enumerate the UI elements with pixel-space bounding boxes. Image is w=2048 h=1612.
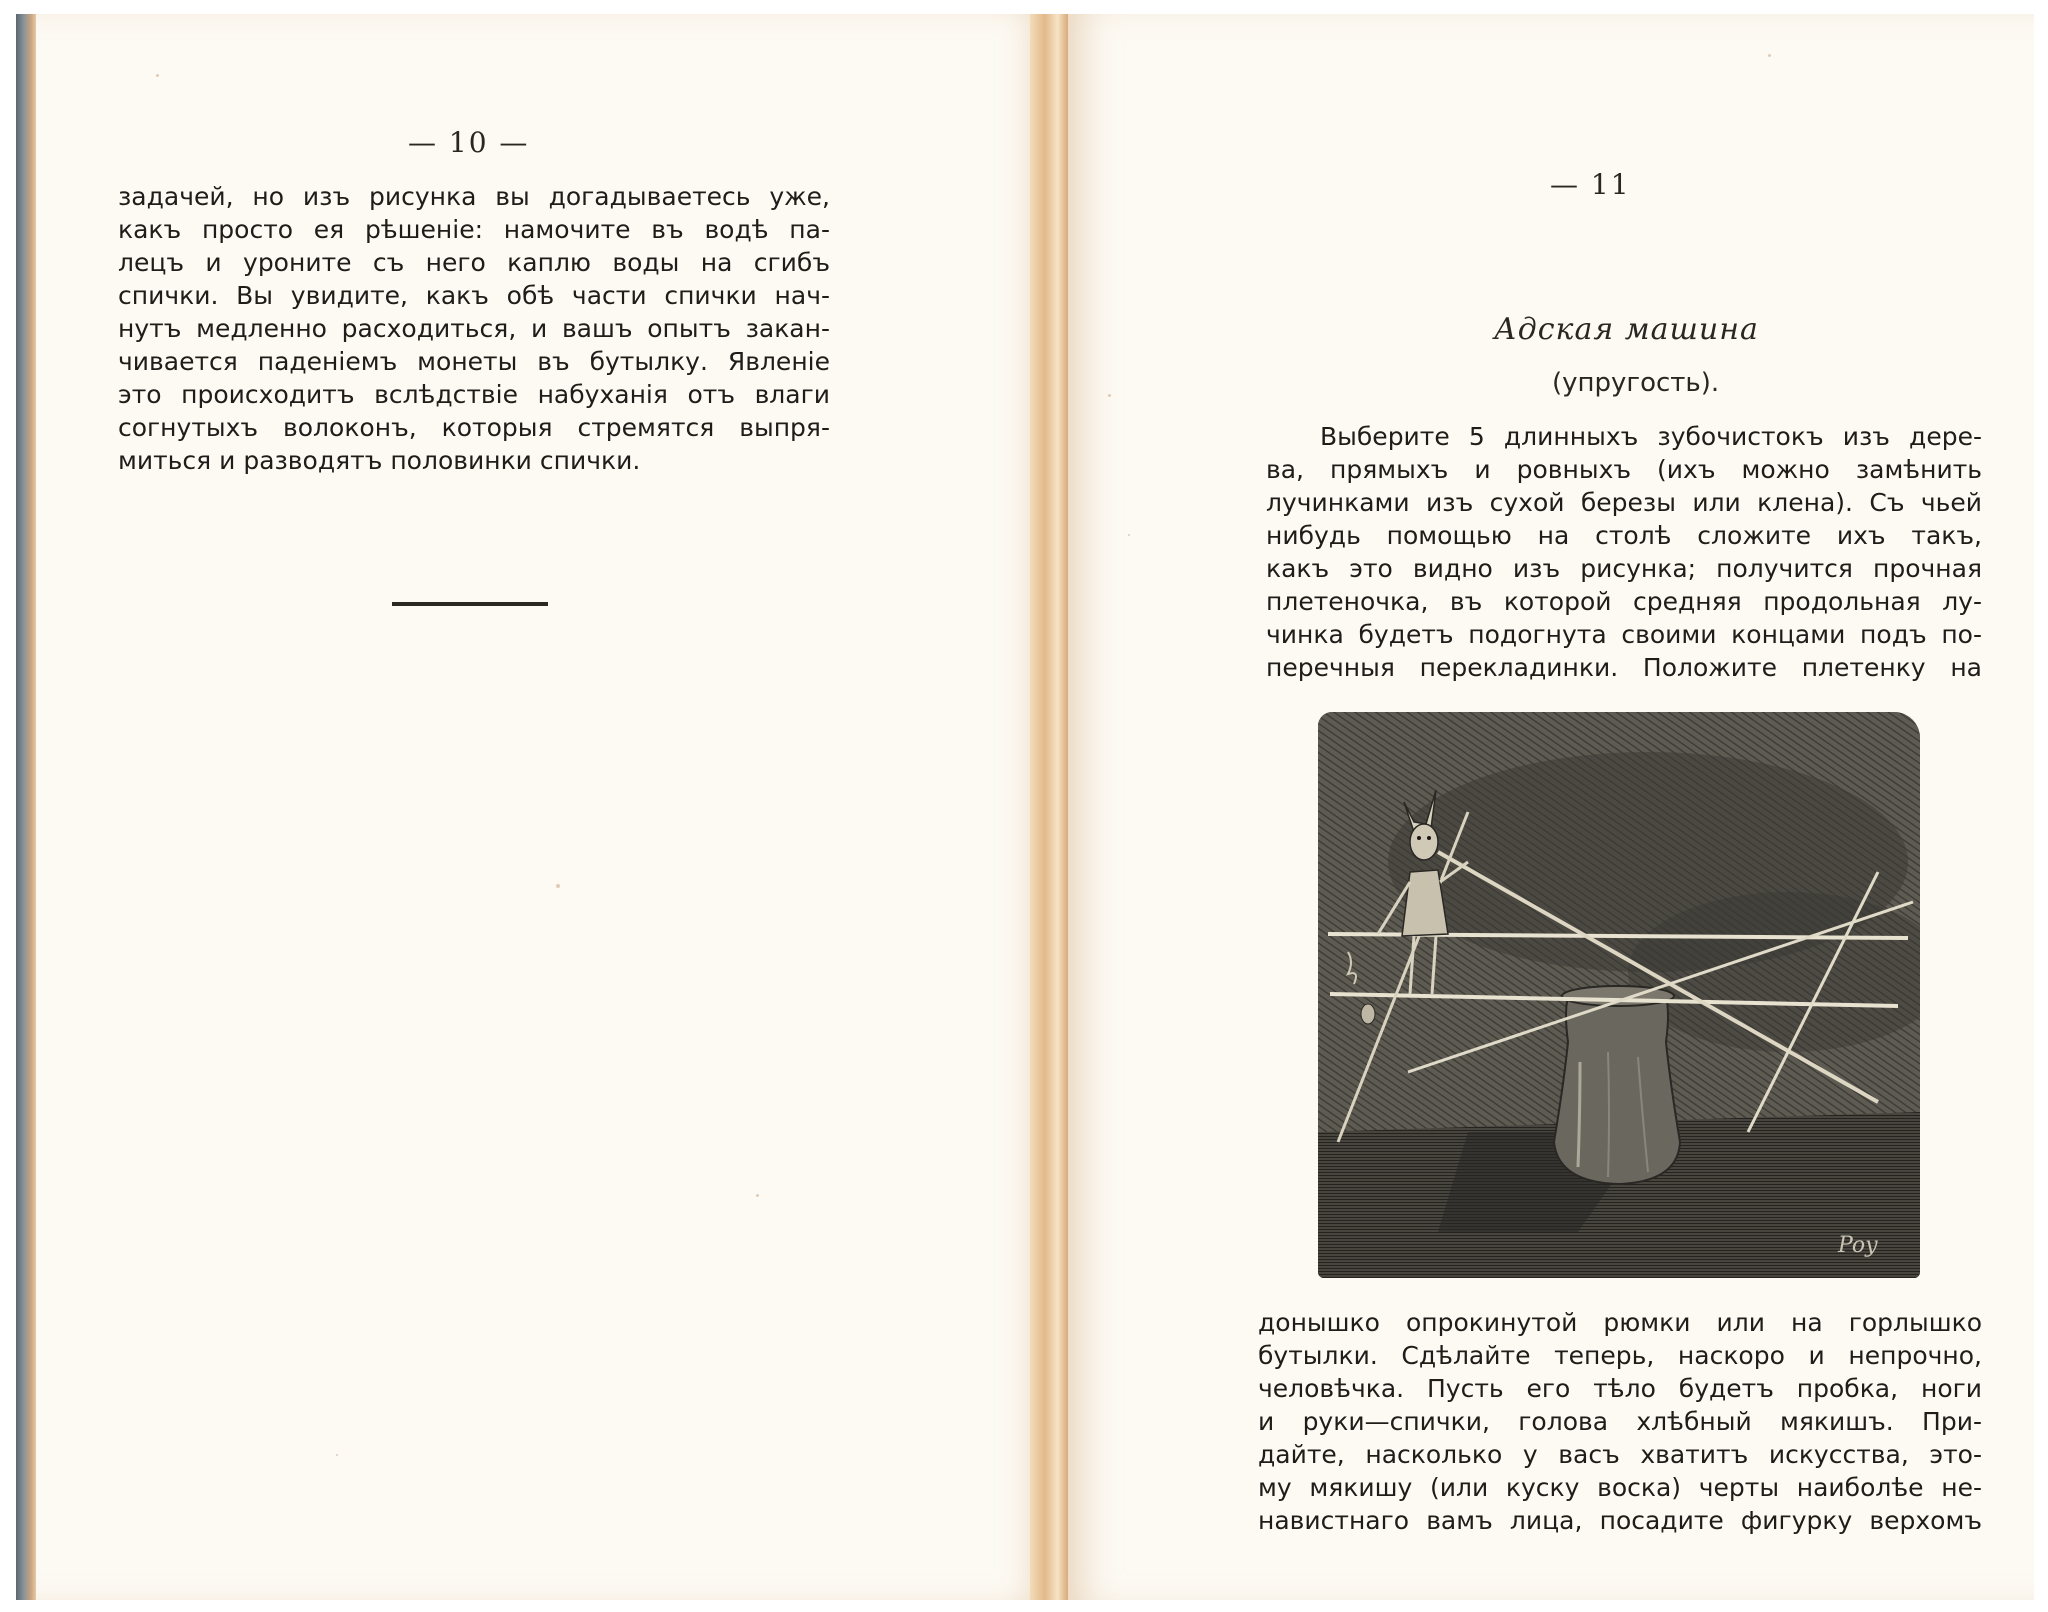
text-line: какъ это видно изъ рисунка; получится прочная	[1266, 554, 1982, 583]
foxing-spot	[156, 74, 159, 77]
foxing-spot	[556, 884, 560, 888]
book-cover-edge	[16, 14, 36, 1600]
text-line: лецъ и уроните съ него каплю воды на сгибъ	[118, 248, 830, 277]
section-subtitle: (упругость).	[1552, 368, 1720, 398]
text-line: какъ просто ея рѣшеніе: намочите въ водѣ па-	[118, 215, 830, 244]
text-line: донышко опрокинутой рюмки или на горлышко	[1258, 1308, 1982, 1337]
text-line: Выберите 5 длинныхъ зубочистокъ изъ дере-	[1320, 422, 1982, 451]
engraving-drawing	[1318, 712, 1920, 1278]
text-line: бутылки. Сдѣлайте теперь, наскоро и непрочно,	[1258, 1341, 1982, 1370]
text-line: задачей, но изъ рисунка вы догадываетесь уже,	[118, 182, 830, 211]
text-line: это происходитъ вслѣдствіе набуханія отъ влаги	[118, 380, 830, 409]
text-line: перечныя перекладинки. Положите плетенку на	[1266, 653, 1982, 682]
right-paragraph-2	[1258, 1306, 1982, 1537]
section-end-rule	[392, 602, 548, 606]
text-line: дайте, насколько у васъ хватитъ искусства, это-	[1258, 1440, 1982, 1469]
text-line: навистнаго вамъ лица, посадите фигурку верхомъ	[1258, 1506, 1982, 1535]
foxing-spot	[756, 1194, 759, 1197]
left-paragraph	[118, 180, 830, 477]
foxing-spot	[1108, 394, 1111, 397]
right-paragraph-1	[1266, 420, 1982, 684]
text-line: лучинками изъ сухой березы или клена). Съ чьей	[1266, 488, 1982, 517]
section-title: Адская машина	[1494, 312, 1759, 347]
text-line: миться и разводятъ половинки спички.	[118, 446, 641, 475]
foxing-spot	[1128, 534, 1130, 536]
page-number-left: — 10 —	[408, 126, 530, 159]
text-line: человѣчка. Пусть его тѣло будетъ пробка, ноги	[1258, 1374, 1982, 1403]
artist-signature: Poy	[1838, 1233, 1878, 1258]
text-line: чинка будетъ подогнута своими концами подъ по-	[1266, 620, 1982, 649]
text-line: чивается паденіемъ монеты въ бутылку. Явленіе	[118, 347, 830, 376]
text-line: плетеночка, въ которой средняя продольная лу-	[1266, 587, 1982, 616]
text-line: нибудь помощью на столѣ сложите ихъ такъ,	[1266, 521, 1982, 550]
foxing-spot	[336, 1454, 338, 1456]
foxing-spot	[1768, 54, 1771, 57]
page-number-right: — 11	[1550, 168, 1631, 201]
text-line: нутъ медленно расходиться, и вашъ опытъ закан-	[118, 314, 830, 343]
text-line: му мякишу (или куску воска) черты наиболѣе не-	[1258, 1473, 1982, 1502]
text-line: и руки—спички, голова хлѣбный мякишъ. При-	[1258, 1407, 1982, 1436]
engraving-illustration	[1318, 712, 1920, 1278]
text-line: ва, прямыхъ и ровныхъ (ихъ можно замѣнить	[1266, 455, 1982, 484]
text-line: согнутыхъ волоконъ, которыя стремятся выпря-	[118, 413, 830, 442]
text-line: спички. Вы увидите, какъ обѣ части спички нач-	[118, 281, 830, 310]
